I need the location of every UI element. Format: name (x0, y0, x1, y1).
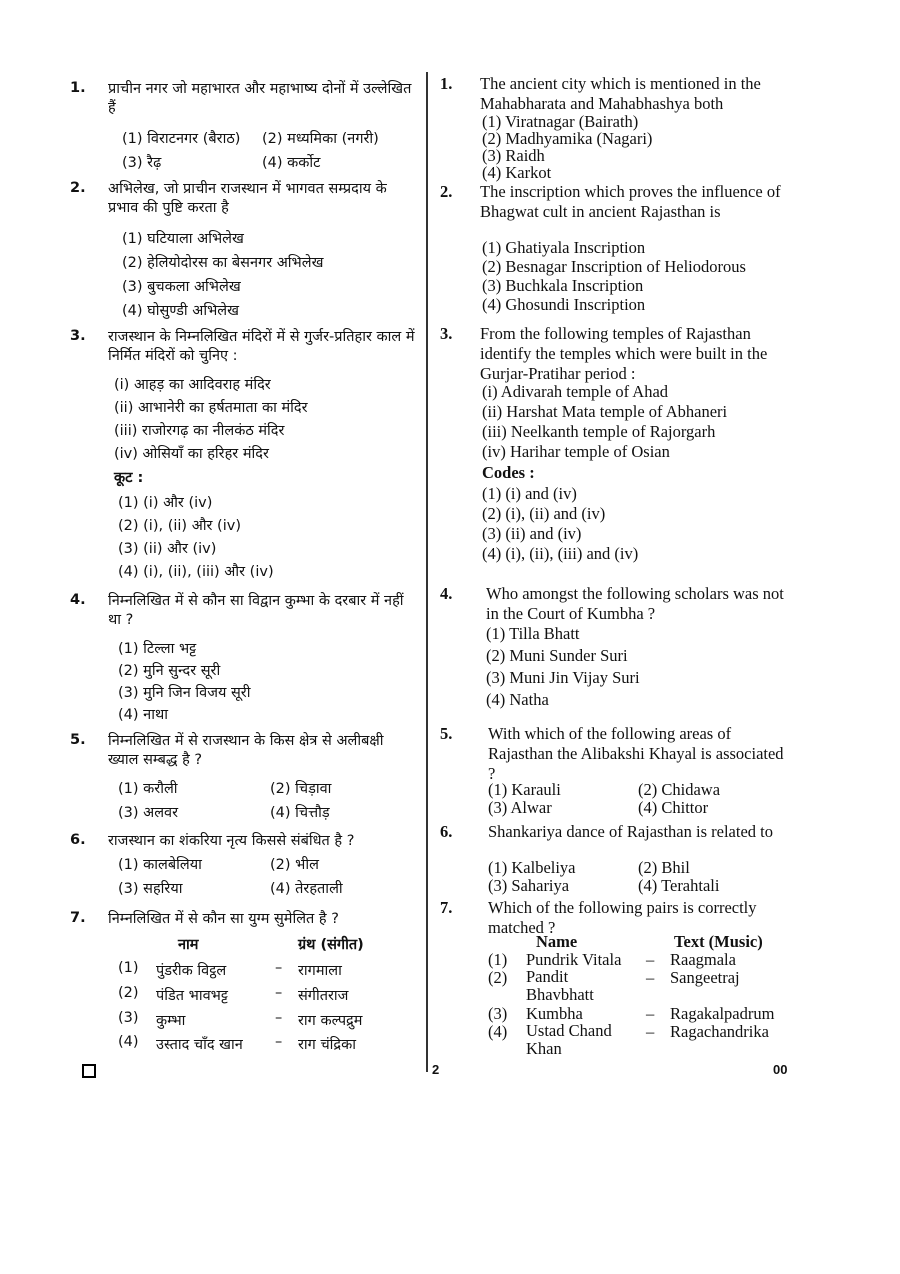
row-number: (3) (118, 1010, 139, 1026)
option-2: (2) (i), (ii) and (iv) (482, 504, 606, 523)
question-text: The ancient city which is mentioned in the Mahabharata and Mahabhashya both (480, 74, 761, 113)
question-number: 7. (440, 898, 453, 917)
row-number: (1) (488, 950, 508, 969)
item-i: (i) आहड़ का आदिवराह मंदिर (114, 377, 271, 393)
question-number: 3. (70, 328, 86, 344)
question-text: अभिलेख, जो प्राचीन राजस्थान में भागवत सम्प्रदाय के प्रभाव की पुष्टि करता है (108, 181, 387, 216)
row-number: (2) (118, 985, 139, 1001)
item-iii: (iii) राजोरगढ़ का नीलकंठ मंदिर (114, 423, 285, 439)
option-2: (2) हेलियोदोरस का बेसनगर अभिलेख (122, 255, 324, 271)
option-3: (3) Alwar (488, 798, 552, 817)
option-2: (2) चिड़ावा (270, 781, 332, 797)
column-divider (426, 72, 428, 1072)
column-header-text: ग्रंथ (संगीत) (298, 937, 364, 953)
codes-label: Codes : (482, 463, 535, 482)
row-name: पुंडरीक विट्ठल (156, 963, 227, 979)
option-1: (1) (i) और (iv) (118, 495, 213, 511)
option-1: (1) Ghatiyala Inscription (482, 238, 646, 257)
option-1: (1) घटियाला अभिलेख (122, 231, 244, 247)
option-4: (4) Ghosundi Inscription (482, 295, 646, 314)
row-name: Pandit Bhavbhatt (526, 967, 594, 1005)
question-text: With which of the following areas of Rajasthan the Alibakshi Khayal is associated ? (488, 724, 784, 783)
question-number: 1. (70, 80, 86, 96)
option-4: (4) (i), (ii), (iii) and (iv) (482, 544, 639, 563)
option-1: (1) Karauli (488, 780, 561, 799)
option-1: (1) Viratnagar (Bairath) (482, 112, 639, 131)
option-3: (3) Buchkala Inscription (482, 276, 644, 295)
row-name: कुम्भा (156, 1013, 186, 1029)
option-2: (2) (i), (ii) और (iv) (118, 518, 241, 534)
question-text: निम्नलिखित में से कौन सा युग्म सुमेलित है ? (108, 911, 339, 927)
option-2: (2) Bhil (638, 858, 690, 877)
row-text: Raagmala (670, 950, 736, 969)
option-4: (4) तेरहताली (270, 881, 343, 897)
option-2: (2) Chidawa (638, 780, 721, 799)
row-text: Ragakalpadrum (670, 1004, 775, 1023)
option-4: (4) Chittor (638, 798, 709, 817)
option-4: (4) कर्कोट (262, 155, 321, 171)
question-number: 6. (440, 822, 453, 841)
option-1: (1) करौली (118, 781, 178, 797)
question-text: निम्नलिखित में से राजस्थान के किस क्षेत्र से अलीबक्षी ख्याल सम्बद्ध है ? (108, 733, 384, 768)
question-number: 2. (70, 180, 86, 196)
row-dash: – (275, 985, 283, 1001)
question-text: Shankariya dance of Rajasthan is related to (488, 822, 773, 841)
option-3: (3) बुचकला अभिलेख (122, 279, 241, 295)
question-number: 4. (70, 592, 86, 608)
item-ii: (ii) Harshat Mata temple of Abhaneri (482, 402, 728, 421)
option-3: (3) सहरिया (118, 881, 183, 897)
question-number: 5. (70, 732, 86, 748)
option-1: (1) कालबेलिया (118, 857, 202, 873)
row-number: (4) (118, 1034, 139, 1050)
question-number: 5. (440, 724, 453, 743)
row-number: (4) (488, 1022, 508, 1041)
codes-label: कूट : (114, 470, 144, 486)
row-name: उस्ताद चाँद खान (156, 1037, 243, 1053)
option-4: (4) (i), (ii), (iii) और (iv) (118, 564, 274, 580)
item-iv: (iv) ओसियाँ का हरिहर मंदिर (114, 446, 269, 462)
option-3: (3) अलवर (118, 805, 179, 821)
question-text: राजस्थान का शंकरिया नृत्य किससे संबंधित है ? (108, 833, 355, 849)
row-text: राग चंद्रिका (298, 1037, 357, 1053)
question-number: 6. (70, 832, 86, 848)
square-marker-icon (82, 1064, 96, 1078)
question-text: From the following temples of Rajasthan identify the temples which were built in the Gurjar-Pratihar period : (480, 324, 768, 383)
option-2: (2) Besnagar Inscription of Heliodorous (482, 257, 746, 276)
question-text: Who amongst the following scholars was not in the Court of Kumbha ? (486, 584, 784, 623)
item-iv: (iv) Harihar temple of Osian (482, 442, 670, 461)
option-1: (1) Tilla Bhatt (486, 624, 580, 643)
option-3: (3) रैढ़ (122, 155, 162, 171)
option-3: (3) (ii) and (iv) (482, 524, 582, 543)
question-text: राजस्थान के निम्नलिखित मंदिरों में से गुर्जर-प्रतिहार काल में निर्मित मंदिरों को चुनिए : (108, 329, 415, 364)
row-dash: – (275, 1034, 283, 1050)
row-dash: – (646, 1022, 655, 1041)
row-text: Sangeetraj (670, 968, 740, 987)
item-i: (i) Adivarah temple of Ahad (482, 382, 669, 401)
question-number: 1. (440, 74, 453, 93)
row-number: (1) (118, 960, 139, 976)
item-ii: (ii) आभानेरी का हर्षतमाता का मंदिर (114, 400, 308, 416)
question-text: निम्नलिखित में से कौन सा विद्वान कुम्भा के दरबार में नहीं था ? (108, 593, 404, 628)
question-number: 3. (440, 324, 453, 343)
option-4: (4) नाथा (118, 707, 168, 723)
row-text: Ragachandrika (670, 1022, 769, 1041)
option-3: (3) (ii) और (iv) (118, 541, 217, 557)
item-iii: (iii) Neelkanth temple of Rajorgarh (482, 422, 716, 441)
option-2: (2) Madhyamika (Nagari) (482, 129, 653, 148)
option-2: (2) Muni Sunder Suri (486, 646, 628, 665)
option-1: (1) (i) and (iv) (482, 484, 577, 503)
option-4: (4) Karkot (482, 163, 552, 182)
option-1: (1) विराटनगर (बैराठ) (122, 131, 241, 147)
row-name: पंडित भावभट्ट (156, 988, 228, 1004)
question-number: 4. (440, 584, 453, 603)
row-text: राग कल्पद्रुम (298, 1013, 363, 1029)
row-number: (3) (488, 1004, 508, 1023)
option-4: (4) Terahtali (638, 876, 720, 895)
option-3: (3) Sahariya (488, 876, 570, 895)
row-dash: – (275, 1010, 283, 1026)
question-text: The inscription which proves the influence of Bhagwat cult in ancient Rajasthan is (480, 182, 781, 221)
option-2: (2) भील (270, 857, 319, 873)
option-1: (1) Kalbeliya (488, 858, 576, 877)
option-4: (4) Natha (486, 690, 549, 709)
option-2: (2) मुनि सुन्दर सूरी (118, 663, 221, 679)
row-number: (2) (488, 968, 508, 987)
row-text: संगीतराज (298, 988, 349, 1004)
row-name: Pundrik Vitala (526, 950, 622, 969)
option-1: (1) टिल्ला भट्ट (118, 641, 197, 657)
column-header-name: Name (536, 932, 578, 951)
column-header-text: Text (Music) (674, 932, 763, 951)
page-number: 2 (432, 1062, 440, 1077)
question-number: 7. (70, 910, 86, 926)
row-dash: – (275, 960, 283, 976)
row-name: Kumbha (526, 1004, 583, 1023)
option-3: (3) मुनि जिन विजय सूरी (118, 685, 251, 701)
question-text: Which of the following pairs is correctly matched ? (488, 898, 757, 937)
option-3: (3) Raidh (482, 146, 545, 165)
option-3: (3) Muni Jin Vijay Suri (486, 668, 640, 687)
row-dash: – (646, 950, 655, 969)
row-name: Ustad Chand Khan (526, 1021, 612, 1059)
booklet-code: 00 (773, 1062, 788, 1077)
column-header-name: नाम (178, 937, 199, 953)
row-text: रागमाला (298, 963, 342, 979)
question-text: प्राचीन नगर जो महाभारत और महाभाष्य दोनों में उल्लेखित हैं (108, 81, 412, 116)
question-number: 2. (440, 182, 453, 201)
option-4: (4) घोसुण्डी अभिलेख (122, 303, 240, 319)
row-dash: – (646, 968, 655, 987)
option-4: (4) चित्तौड़ (270, 805, 330, 821)
row-dash: – (646, 1004, 655, 1023)
option-2: (2) मध्यमिका (नगरी) (262, 131, 379, 147)
